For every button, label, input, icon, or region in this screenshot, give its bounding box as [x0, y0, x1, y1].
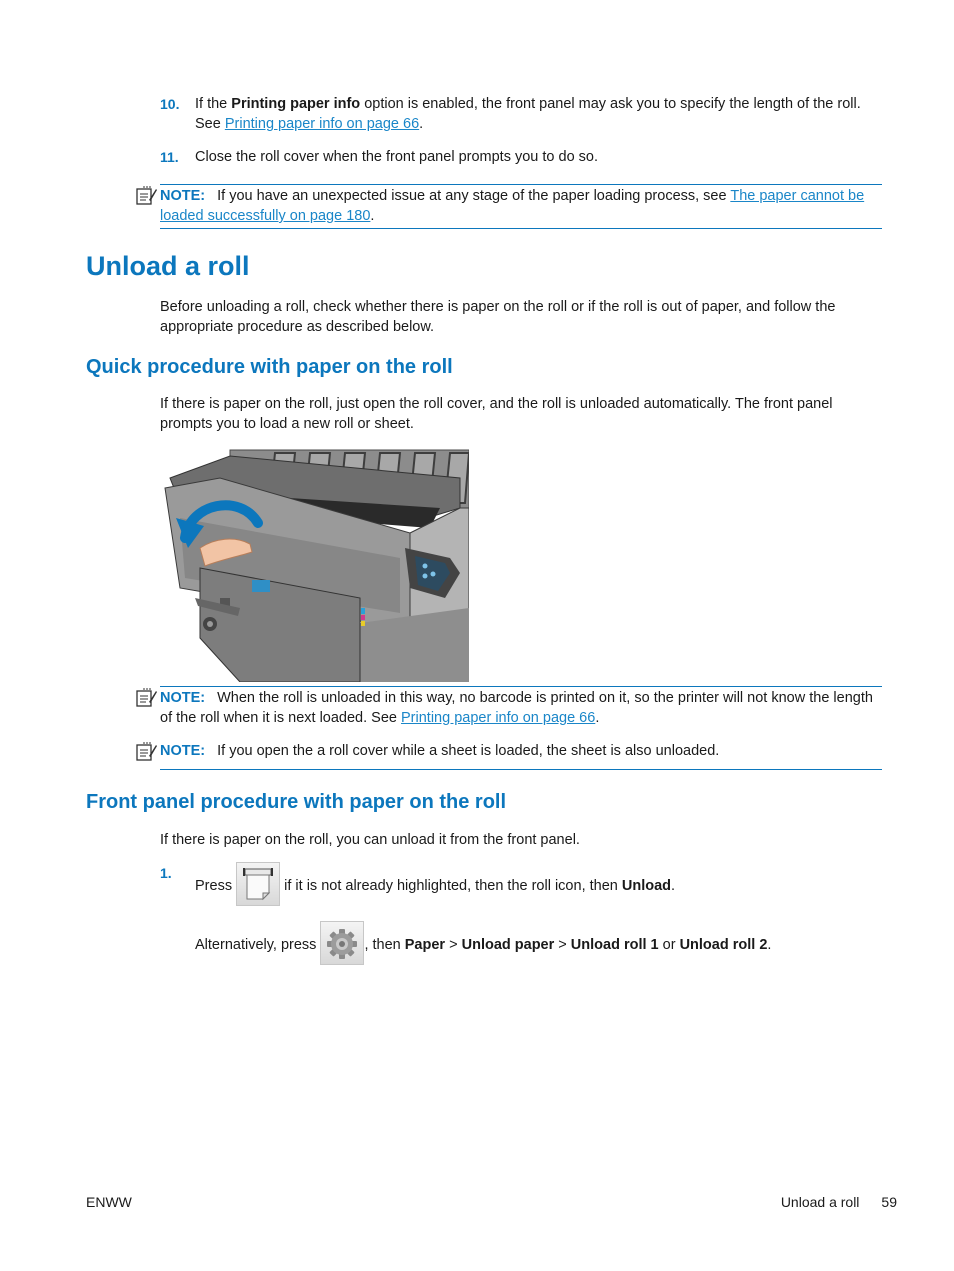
alt-text-part: or [658, 937, 680, 953]
note-box [160, 184, 882, 229]
printing-paper-info-link[interactable]: Printing paper info on page 66 [401, 710, 596, 726]
section-heading-quick: Quick procedure with paper on the roll [86, 356, 453, 378]
printing-paper-info-link[interactable]: Printing paper info on page 66 [224, 116, 420, 132]
alt-text-part: Alternatively, press [195, 937, 317, 953]
step-bold-term: Unload [621, 878, 672, 894]
settings-gear-icon [320, 921, 364, 965]
footer-left: ENWW [86, 1194, 132, 1210]
note-text: If you have an unexpected issue at any stage of the paper loading process, see [217, 188, 731, 204]
step-text-part: if it is not already highlighted, then the roll icon, then [280, 878, 622, 894]
page-number: 59 [881, 1194, 897, 1210]
note-text-end: . [370, 208, 375, 224]
note-text: If you open the a roll cover while a sheet is loaded, the sheet is also unloaded. [217, 743, 720, 759]
intro-paragraph: Before unloading a roll, check whether there is paper on the roll or if the roll is out of paper, and follow the appropriate procedure as described below. [160, 299, 836, 335]
menu-separator: > [554, 937, 571, 953]
step-text-part: Press [195, 878, 233, 894]
note-label: NOTE: [160, 188, 206, 204]
step-number: 1. [160, 865, 172, 881]
step-text-part: If the [195, 96, 232, 112]
note-box [160, 740, 882, 770]
note-text: When the roll is unloaded in this way, no barcode is printed on it, so the printer will not know the length of the roll when it is next loaded. See [160, 690, 873, 726]
note-icon [135, 742, 157, 762]
alt-text-end: . [767, 937, 772, 953]
section-front-panel-paragraph: If there is paper on the roll, you can unload it from the front panel. [160, 832, 580, 848]
note-icon [135, 688, 157, 708]
menu-separator: > [445, 937, 462, 953]
section-heading-front-panel: Front panel procedure with paper on the roll [86, 791, 507, 813]
footer-section-title: Unload a roll [780, 1194, 860, 1210]
menu-path-unload-roll-1: Unload roll 1 [570, 937, 659, 953]
menu-path-unload-paper: Unload paper [461, 937, 555, 953]
section-quick-paragraph: If there is paper on the roll, just open the roll cover, and the roll is unloaded automatically. The front panel prompts you to load a new roll or sheet. [160, 396, 833, 432]
step-number: 10. [160, 96, 180, 112]
page-title: Unload a roll [86, 251, 250, 281]
paper-load-icon [236, 862, 280, 906]
step-1-text [195, 864, 875, 908]
note-label: NOTE: [160, 743, 206, 759]
menu-path-unload-roll-2: Unload roll 2 [679, 937, 768, 953]
footer-right [781, 1194, 897, 1210]
alt-text-part: , then [364, 937, 405, 953]
step-number: 11. [160, 149, 179, 165]
step-bold-term: Printing paper info [231, 96, 361, 112]
menu-path-paper: Paper [404, 937, 446, 953]
note-icon [135, 186, 157, 206]
paper-cannot-be-loaded-link[interactable]: The paper cannot be loaded successfully on page 180 [160, 188, 865, 224]
note-text-end: . [595, 710, 600, 726]
note-label: NOTE: [160, 690, 206, 706]
step-text-part: option is enabled, the front panel may ask you to specify the length of the roll. See [195, 96, 861, 132]
step-text-end: . [671, 878, 676, 894]
step-text-end: . [419, 116, 424, 132]
printer-illustration [160, 448, 469, 682]
note-box [160, 686, 882, 730]
alternative-text [195, 923, 875, 967]
step-10-text [195, 94, 875, 134]
step-11-text: Close the roll cover when the front panel prompts you to do so. [195, 149, 598, 165]
